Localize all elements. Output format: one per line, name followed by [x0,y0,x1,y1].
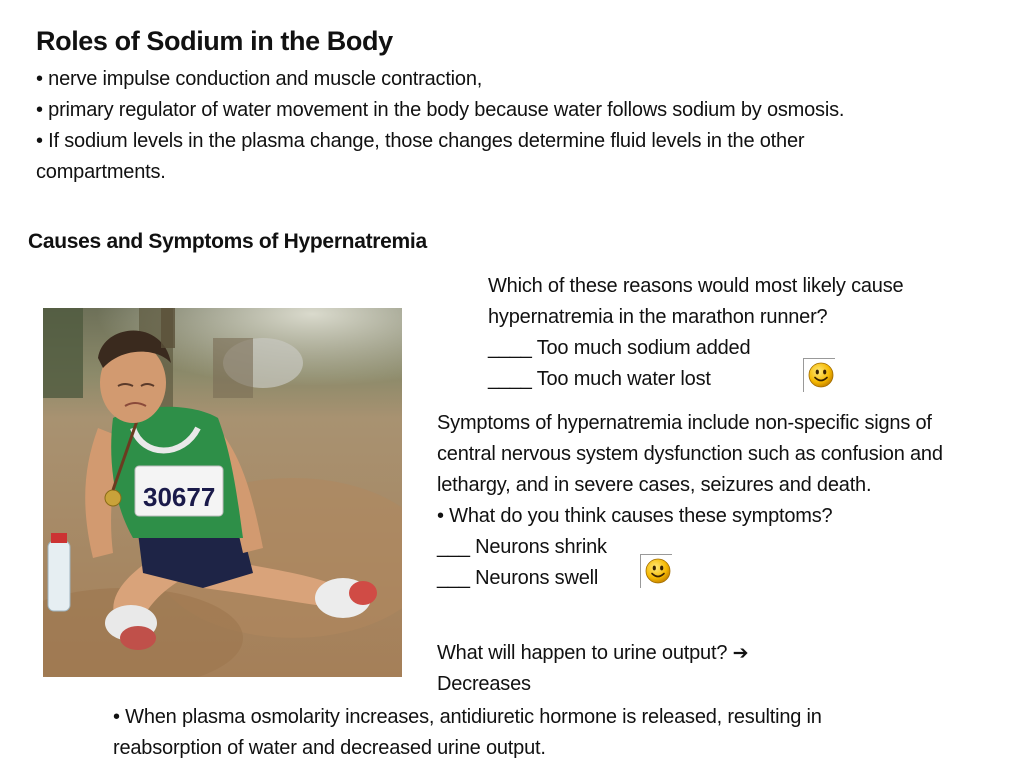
urine-question-line [437,638,748,669]
smiley-face-icon [808,362,834,388]
marathon-runner-photo [43,308,402,677]
arrow-right-icon: ➔ [732,642,749,664]
option-neurons-shrink: ___ Neurons shrink [437,536,607,558]
symptoms-line-2: central nervous system dysfunction such as confusion and [437,443,943,465]
bib-number: 30677 [143,482,216,512]
question-cause-line-1: Which of these reasons would most likely cause [488,275,904,297]
roles-bullet-3-cont: compartments. [36,161,166,183]
roles-bullet-3: • If sodium levels in the plasma change, those changes determine fluid levels in the other [36,130,805,152]
explanation [113,702,822,764]
symptoms-block [437,408,943,594]
smiley-face-icon [645,558,671,584]
section-title: Causes and Symptoms of Hypernatremia [28,230,427,253]
option-too-much-water-lost: ____ Too much water lost [488,368,711,390]
explanation-line-2: reabsorption of water and decreased urine output. [113,737,546,759]
symptoms-line-3: lethargy, and in severe cases, seizures and death. [437,474,872,496]
urine-block [437,638,748,700]
roles-bullet-1: • nerve impulse conduction and muscle contraction, [36,68,483,90]
roles-bullet-2: • primary regulator of water movement in the body because water follows sodium by osmosis. [36,99,845,121]
symptoms-question: • What do you think causes these symptoms? [437,505,833,527]
option-neurons-swell: ___ Neurons swell [437,567,599,589]
question-cause-line-2: hypernatremia in the marathon runner? [488,306,828,328]
smiley-icon [803,358,835,392]
symptoms-line-1: Symptoms of hypernatremia include non-specific signs of [437,412,932,434]
urine-answer: Decreases [437,673,531,695]
question-cause [488,271,903,395]
runner-illustration [43,308,402,677]
slide-title: Roles of Sodium in the Body [36,26,393,56]
smiley-icon [640,554,672,588]
roles-list [36,64,844,188]
urine-question: What will happen to urine output? [437,642,728,664]
option-too-much-sodium: ____ Too much sodium added [488,337,751,359]
explanation-line-1: • When plasma osmolarity increases, antidiuretic hormone is released, resulting in [113,706,822,728]
